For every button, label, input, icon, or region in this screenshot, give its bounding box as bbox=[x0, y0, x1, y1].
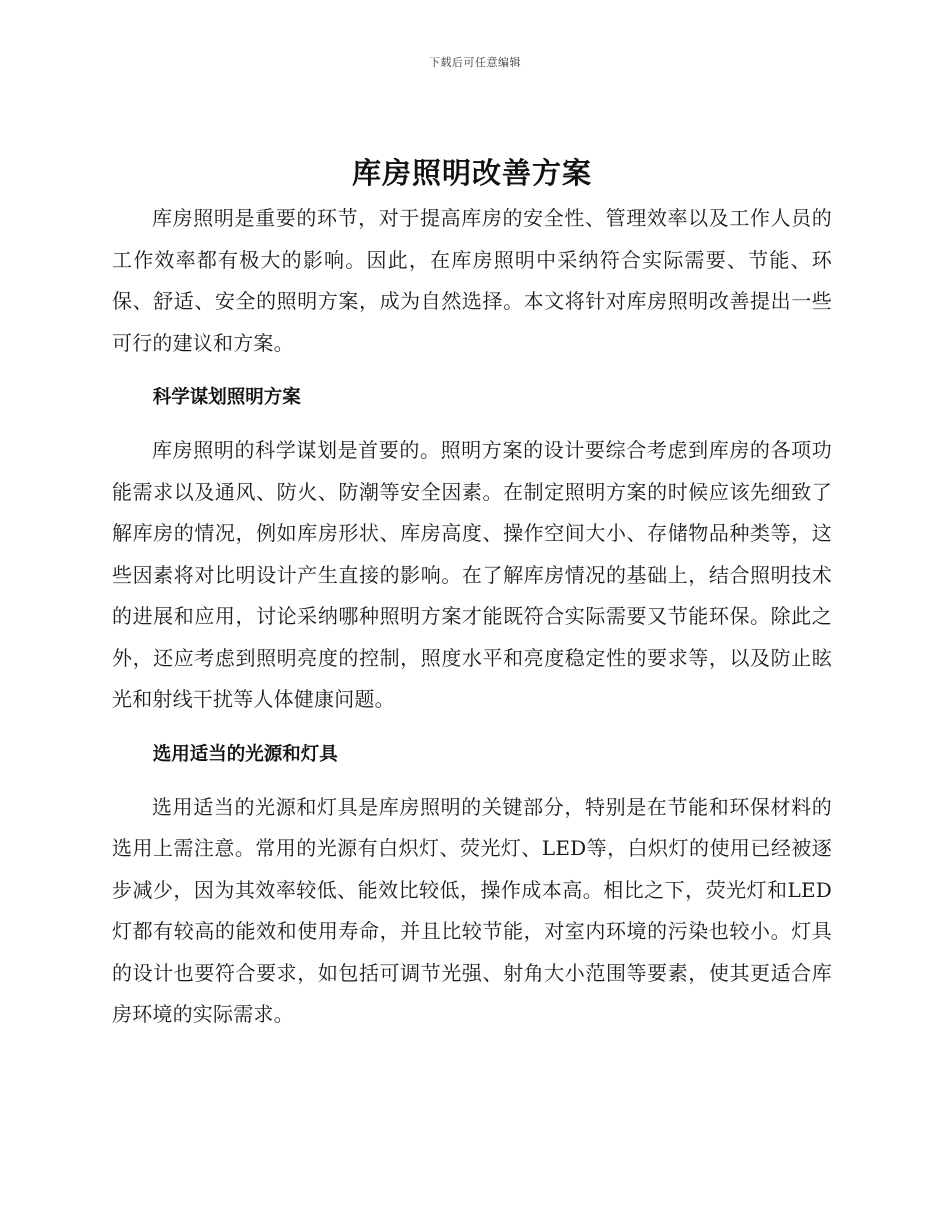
section-paragraph-planning: 库房照明的科学谋划是首要的。照明方案的设计要综合考虑到库房的各项功能需求以及通风、防火、防潮等安全因素。在制定照明方案的时候应该先细致了解库房的情况，例如库房形状、库房高度、操作空间大小、存储物品种类等，这些因素将对比明设计产生直接的影响。在了解库房情况的基础上，结合照明技术的进展和应用，讨论采纳哪种照明方案才能既符合实际需要又节能环保。除此之外，还应考虑到照明亮度的控制，照度水平和亮度稳定性的要求等，以及防止眩光和射线干扰等人体健康问题。 bbox=[112, 438, 832, 711]
document-body bbox=[112, 150, 832, 1036]
document-title: 库房照明改善方案 bbox=[351, 156, 592, 190]
intro-paragraph: 库房照明是重要的环节，对于提高库房的安全性、管理效率以及工作人员的工作效率都有极大的影响。因此，在库房照明中采纳符合实际需要、节能、环保、舒适、安全的照明方案，成为自然选择。本文将针对库房照明改善提出一些可行的建议和方案。 bbox=[112, 206, 832, 355]
section-heading-planning: 科学谋划照明方案 bbox=[152, 387, 301, 408]
section-heading-light-source: 选用适当的光源和灯具 bbox=[152, 743, 338, 765]
page-header: 下载后可任意编辑 bbox=[429, 56, 521, 69]
section-paragraph-light-source: 选用适当的光源和灯具是库房照明的关键部分，特别是在节能和环保材料的选用上需注意。常用的光源有白炽灯、荧光灯、LED等，白炽灯的使用已经被逐步减少，因为其效率较低、能效比较低，操作成本高。相比之下，荧光灯和LED灯都有较高的能效和使用寿命，并且比较节能，对室内环境的污染也较小。灯具的设计也要符合要求，如包括可调节光强、射角大小范围等要素，使其更适合库房环境的实际需求。 bbox=[112, 794, 832, 1026]
